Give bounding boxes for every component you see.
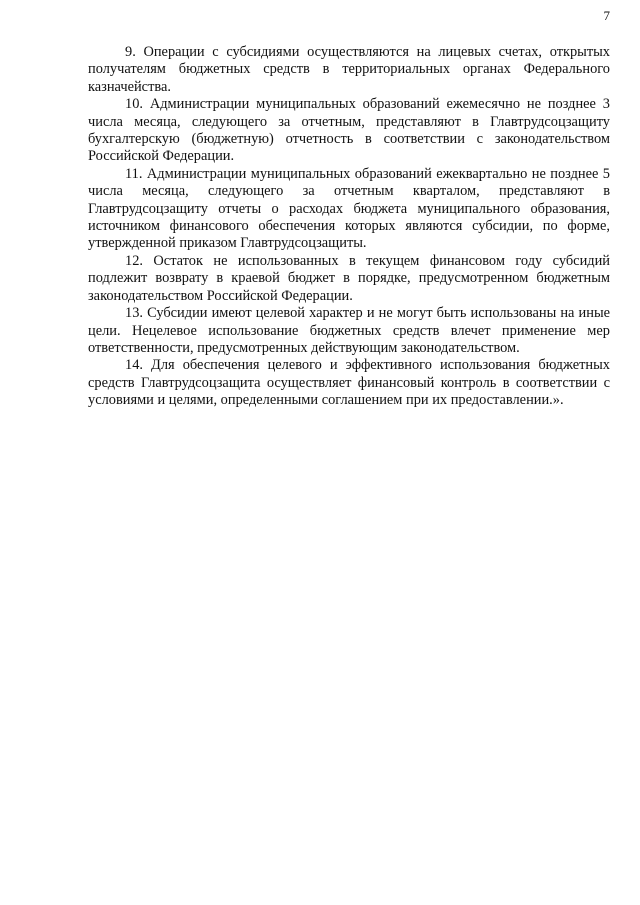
paragraph-14: 14. Для обеспечения целевого и эффективного использования бюджетных средств Главтрудсоцзащита осуществляет финансовый контроль в соответствии с условиями и целями, определенными соглашением при их предоставлении.». [88, 357, 610, 409]
paragraph-10: 10. Администрации муниципальных образований ежемесячно не позднее 3 числа месяца, следующего за отчетным, представляют в Главтрудсоцзащиту бухгалтерскую (бюджетную) отчетность в соответствии с законодательством Российской Федерации. [88, 96, 610, 165]
paragraph-9: 9. Операции с субсидиями осуществляются на лицевых счетах, открытых получателям бюджетных средств в территориальных органах Федерального казначейства. [88, 44, 610, 95]
paragraph-11: 11. Администрации муниципальных образований ежеквартально не позднее 5 числа месяца, следующего за отчетным кварталом, представляют в Главтрудсоцзащиту отчеты о расходах бюджета муниципального образования, источником финансового обеспечения которых являются субсидии, по форме, утвержденной приказом Главтрудсоцзащиты. [88, 165, 610, 252]
paragraph-13: 13. Субсидии имеют целевой характер и не могут быть использованы на иные цели. Нецелевое использование бюджетных средств влечет применение мер ответственности, предусмотренных действующим законодательством. [88, 305, 610, 356]
paragraph-12: 12. Остаток не использованных в текущем финансовом году субсидий подлежит возврату в краевой бюджет в порядке, предусмотренном бюджетным законодательством Российской Федерации. [88, 252, 610, 304]
page-number: 7 [603, 8, 610, 23]
document-body [88, 44, 610, 410]
